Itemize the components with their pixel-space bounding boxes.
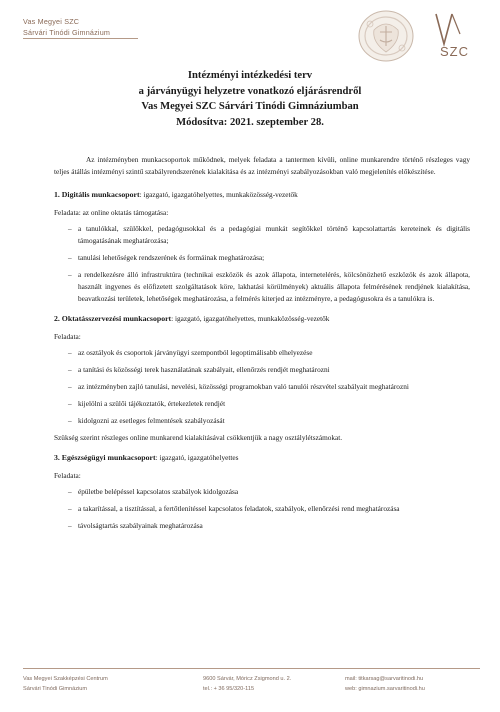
header-org-line2: Sárvári Tinódi Gimnázium	[23, 28, 111, 37]
footer-address	[203, 674, 291, 694]
list-item: – épületbe belépéssel kapcsolatos szabályok kidolgozása	[54, 486, 470, 498]
footer-org-line2: Sárvári Tinódi Gimnázium	[23, 686, 88, 692]
task-list	[54, 223, 470, 305]
title-line2: a járványügyi helyzetre vonatkozó eljárásrendről	[138, 85, 362, 97]
list-item: – kidolgozni az esetleges felmentések szabályozását	[54, 415, 470, 427]
section-note: Szükség szerint részleges online munkarend kialakításával csökkentjük a nagy osztálylétszámokat.	[54, 433, 343, 442]
section-health	[54, 452, 470, 532]
footer-web-link[interactable]: web: gimnazium.sarvaritinodi.hu	[345, 686, 425, 692]
task-list	[54, 486, 470, 532]
task-label: Feladata: az online oktatás támogatása:	[54, 208, 169, 217]
footer-contact	[345, 674, 425, 694]
section-title: 1. Digitális munkacsoport	[54, 190, 140, 199]
title-line4: Módosítva: 2021. szeptember 28.	[176, 116, 324, 128]
list-item: – távolságtartás szabályainak meghatározása	[54, 520, 470, 532]
title-line3: Vas Megyei SZC Sárvári Tinódi Gimnáziumban	[141, 101, 359, 112]
section-heading	[54, 189, 470, 201]
footer-email-link[interactable]: mail: titkarsag@sarvaritinodi.hu	[345, 676, 424, 682]
task-label: Feladata:	[54, 471, 81, 480]
document-body	[54, 154, 470, 537]
list-item: – a tanulókkal, szülőkkel, pedagógusokkal és a pedagógiai munkát segítőkkel történő kapcsolattartás kereteinek és digitális támogatásának meghatározása;	[54, 223, 470, 247]
footer-org-line1: Vas Megyei Szakképzési Centrum	[23, 676, 108, 682]
section-heading	[54, 452, 470, 464]
section-digital	[54, 189, 470, 305]
list-item: – az osztályok és csoportok járványügyi szempontból legoptimálisabb elhelyezése	[54, 347, 470, 359]
section-title: 3. Egészségügyi munkacsoport	[54, 453, 156, 462]
title-line1: Intézményi intézkedési terv	[187, 70, 313, 81]
footer-org	[23, 674, 108, 694]
intro-paragraph: Az intézményben munkacsoportok működnek, melyek feladata a tantermen kívüli, online munkarendre történő részleges vagy teljes átállás intézményi szintű szabályrendszerének kialakítása és az intézményi szabályozásokban való megjelenítés előkészítése.	[54, 155, 470, 176]
task-list	[54, 347, 470, 427]
header-divider	[23, 38, 138, 39]
footer-divider	[23, 668, 480, 669]
list-item: – az intézményben zajló tanulási, nevelési, közösségi programokban való tanulói részvétel szabályait meghatározni	[54, 381, 470, 393]
document-title	[0, 68, 500, 130]
list-item: – a tanítási és közösségi terek használatának szabályait, ellenőrzés rendjét meghatározni	[54, 364, 470, 376]
footer-address-line: 9600 Sárvár, Móricz Zsigmond u. 2.	[203, 676, 292, 682]
list-item: – a takarítással, a tisztítással, a fertőtlenítéssel kapcsolatos feladatok, szabályok, ellenőrzési rend meghatározása	[54, 503, 470, 515]
logo-text: SZC	[440, 44, 469, 58]
list-item: – kijelölni a szülői tájékoztatók, értekezletek rendjét	[54, 398, 470, 410]
section-title: 2. Oktatásszervezési munkacsoport	[54, 314, 172, 323]
section-members: : igazgató, igazgatóhelyettes, munkaközösség-vezetők	[171, 314, 330, 323]
header-org-line1: Vas Megyei SZC	[23, 17, 80, 26]
school-seal-icon	[356, 8, 416, 64]
section-members: : igazgató, igazgatóhelyettes	[155, 453, 239, 462]
section-organization	[54, 313, 470, 444]
task-label: Feladata:	[54, 332, 81, 341]
list-item: – a rendelkezésre álló infrastruktúra (technikai eszközök és azok állapota, internetelérés, kölcsönözhető eszközök és azok állapota, használt ingyenes és előfizetett szolgáltatások köre, lakhatási körülmények) aktuális állapota felmérésének rendjének kialakítása, beavatkozási területek, lehetőségek meghatározása, a felmérés kiterjed az intézményre, a pedagógusokra és a tanulókra is.	[54, 269, 470, 305]
footer-phone: tel.: + 36 95/320-115	[203, 686, 255, 692]
section-members: : igazgató, igazgatóhelyettes, munkaközösség-vezetők	[139, 190, 298, 199]
szc-logo-icon	[430, 12, 478, 58]
header-org	[23, 16, 110, 38]
list-item: – tanulási lehetőségek rendszerének és formáinak meghatározása;	[54, 252, 470, 264]
section-heading	[54, 313, 470, 325]
